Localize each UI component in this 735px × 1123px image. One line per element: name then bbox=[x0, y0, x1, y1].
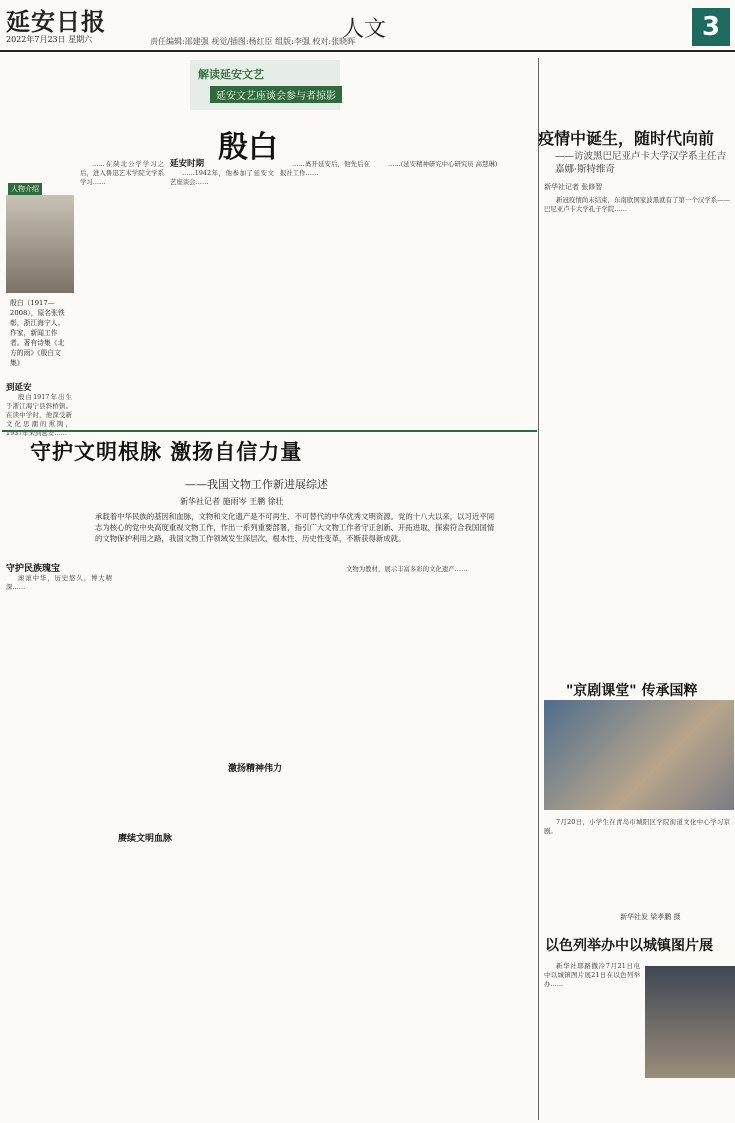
series-title: 解读延安文艺 bbox=[198, 68, 264, 81]
subhead-guard: 守护民族瑰宝 bbox=[6, 564, 61, 574]
opera-caption: 7月20日，小学生在青岛市城阳区学院街道文化中心学习京剧。 bbox=[544, 818, 730, 835]
main-body-right: 文物为教材，展示丰富多彩的文化遗产…… bbox=[346, 565, 468, 573]
section-name: 人文 bbox=[342, 17, 387, 42]
opera-byline: 新华社发 梁孝鹏 摄 bbox=[620, 913, 681, 921]
portrait-caption: 殷白（1917—2008），原名张铁彰，浙江海宁人。作家，新闻工作者。著有诗集《北方的雨》《殷白文集》 bbox=[10, 299, 65, 367]
side-subtitle: ——访波黑巴尼亚卢卡大学汉学系主任吉嘉娜·斯特维奇 bbox=[555, 151, 727, 175]
exhibition-headline: 以色列举办中以城镇图片展 bbox=[545, 938, 713, 954]
feature-col5: ……(延安精神研究中心研究员 高慧琳) bbox=[388, 160, 498, 168]
portrait-photo bbox=[6, 195, 74, 293]
masthead-rule bbox=[0, 50, 735, 52]
subhead-yanan-period: 延安时期 bbox=[170, 159, 205, 169]
side-headline: 疫情中诞生，随时代向前 bbox=[538, 129, 715, 148]
newspaper-title: 延安日报 bbox=[6, 7, 106, 36]
opera-headline: "京剧课堂" 传承国粹 bbox=[566, 683, 698, 699]
page-number-badge: 3 bbox=[692, 8, 730, 46]
main-headline: 守护文明根脉 激扬自信力量 bbox=[30, 439, 303, 464]
subhead-to-yanan: 到延安 bbox=[6, 383, 32, 393]
editor-credits: 责任编辑:邵建强 视觉/插图:杨红臣 组版:李强 校对:张晓晖 bbox=[150, 37, 356, 46]
column-divider bbox=[538, 58, 539, 1120]
issue-date: 2022年7月23日 星期六 bbox=[6, 35, 93, 44]
side-body: 新冠疫情尚未结束，东南欧国家波黑就有了第一个汉学系——巴尼亚卢卡大学孔子学院…… bbox=[544, 196, 730, 213]
feature-col4: ……离开延安后，他先后在报社工作…… bbox=[280, 160, 370, 177]
exhibition-body: 新华社耶路撒冷7月21日电 中以城镇图片展21日在以色列举办…… bbox=[544, 962, 640, 988]
subhead-continue: 赓续文明血脉 bbox=[118, 834, 173, 844]
subhead-spirit: 激扬精神伟力 bbox=[228, 764, 283, 774]
opera-class-photo bbox=[544, 700, 734, 810]
main-subtitle: ——我国文物工作新进展综述 bbox=[185, 478, 328, 491]
feature-col3: ……1942年，他参加了延安文艺座谈会…… bbox=[170, 169, 274, 186]
feature-col2: ……在陕北公学学习之后，进入鲁迅艺术学院文学系学习…… bbox=[80, 160, 164, 186]
person-tag: 人物介绍 bbox=[8, 183, 42, 195]
main-byline: 新华社记者 施雨岑 王鹏 徐壮 bbox=[180, 497, 284, 506]
main-body-left: 滚滚中华，历史悠久，博大精深…… bbox=[6, 574, 112, 591]
feature-col1: 殷白1917年出生于浙江海宁县斜桥镇。在读中学时，他深受新文化思潮的熏陶，1937年来到延安…… bbox=[6, 393, 72, 437]
feature-headline: 殷白 bbox=[218, 130, 278, 165]
exhibition-photo bbox=[645, 966, 735, 1078]
side-byline: 新华社记者 张修智 bbox=[544, 183, 603, 191]
main-lead: 承载着中华民族的基因和血脉，文物和文化遗产是不可再生、不可替代的中华优秀文明资源。党的十八大以来，以习近平同志为核心的党中央高度重视文物工作，作出一系列重要部署，指引广大文物工作者守正创新、开拓进取，探索符合我国国情的文物保护利用之路，我国文物工作领域发生深层次、根本性、历史性变革，不断获得新成就。 bbox=[95, 512, 495, 543]
series-subtitle: 延安文艺座谈会参与者掠影 bbox=[210, 86, 342, 103]
